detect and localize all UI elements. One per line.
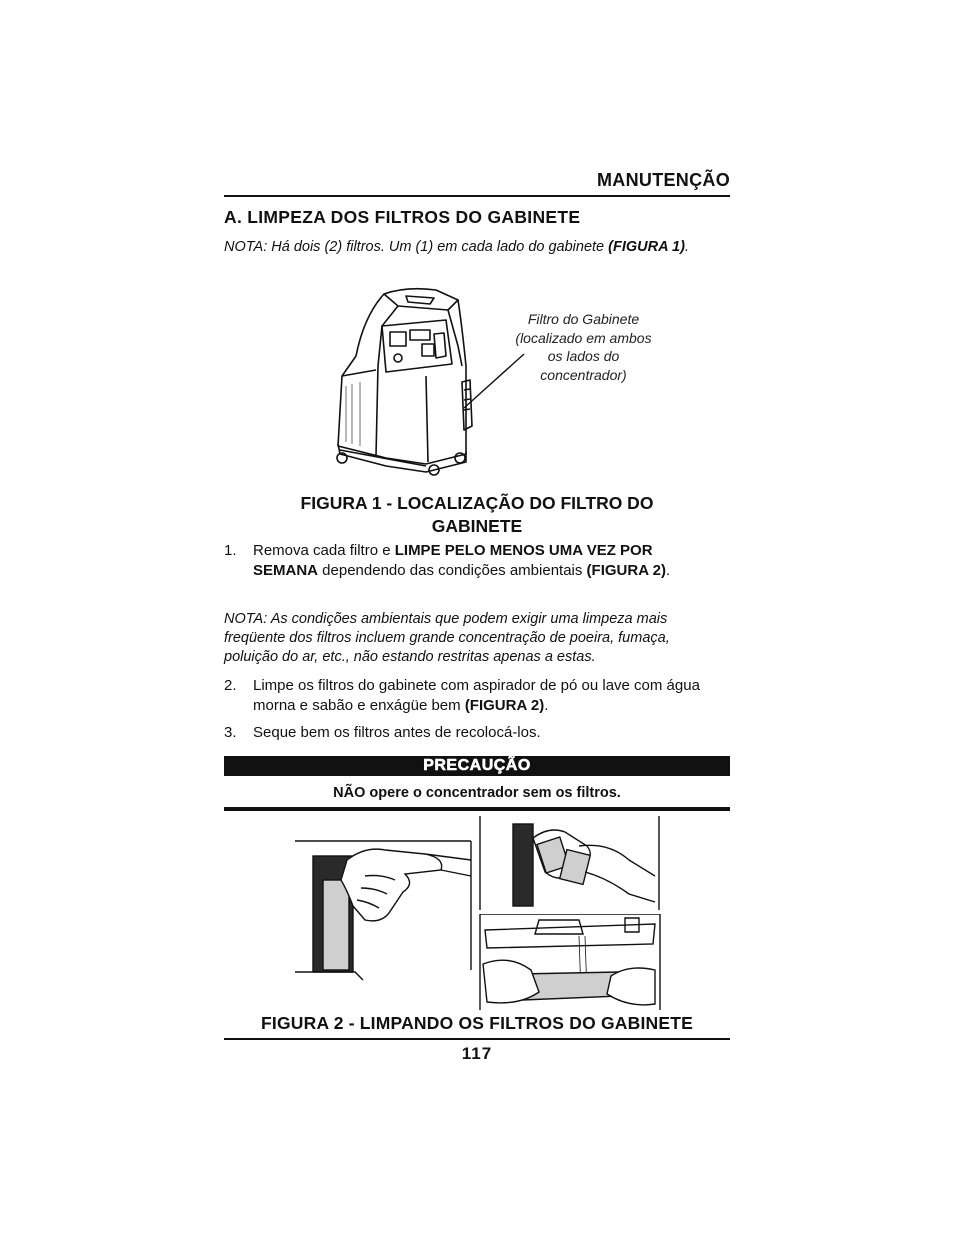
header-rule — [224, 195, 730, 197]
remove-filter-illustration — [479, 816, 661, 910]
figure1-title-line2: GABINETE — [431, 516, 523, 536]
step-number: 2. — [224, 677, 237, 694]
step-text-part: . — [544, 697, 549, 714]
page-number: 117 — [461, 1044, 493, 1063]
step-text-part: dependendo das condições ambientais — [318, 562, 587, 579]
step-text — [253, 676, 704, 716]
step-3 — [224, 723, 730, 743]
caution-message — [224, 785, 730, 801]
figure1-title-line1: FIGURA 1 - LOCALIZAÇÃO DO FILTRO DO — [300, 493, 654, 513]
step-emphasis: LIMPE PELO MENOS UMA VEZ POR SEMANA — [253, 542, 653, 579]
caution-label: PRECAUÇÃO — [423, 757, 531, 774]
step-2 — [224, 676, 704, 716]
nota-line: poluição do ar, etc., não estando restritas apenas a estas. — [224, 649, 596, 665]
caution-text: opere o concentrador sem os filtros. — [365, 785, 621, 801]
nota-filters-text: NOTA: Há dois (2) filtros. Um (1) em cada lado do gabinete — [224, 239, 609, 255]
caution-banner — [224, 756, 730, 776]
filter-callout-label — [506, 310, 661, 384]
callout-line: (localizado em ambos — [515, 329, 652, 346]
figure2-title: FIGURA 2 - LIMPANDO OS FILTROS DO GABINETE — [261, 1013, 693, 1033]
step-text-part: . — [666, 562, 671, 579]
nota-conditions — [224, 610, 692, 667]
callout-line: Filtro do Gabinete — [527, 311, 640, 327]
step-number: 1. — [224, 542, 237, 559]
figure1-title — [262, 492, 692, 538]
footer-rule — [224, 1038, 730, 1040]
wash-filter-illustration — [479, 914, 661, 1010]
step-text-part: Remova cada filtro e — [253, 542, 395, 559]
nota-filters-ref: (FIGURA 1) — [608, 239, 685, 255]
section-title: A. LIMPEZA DOS FILTROS DO GABINETE — [224, 207, 581, 227]
figure-ref: (FIGURA 2) — [586, 562, 666, 579]
step-text-part: Limpe os filtros do gabinete com aspirador de pó ou lave com água morna e sabão e enxágüe bem — [253, 677, 700, 714]
nota-line: NOTA: As condições ambientais que podem exigir uma limpeza mais — [224, 611, 668, 627]
callout-line: concentrador) — [540, 366, 627, 383]
callout-line: os lados do — [547, 348, 620, 364]
step-text — [253, 541, 676, 581]
nota-filters — [224, 239, 730, 255]
header-title: MANUTENÇÃO — [597, 170, 730, 190]
figure-ref: (FIGURA 2) — [464, 697, 545, 714]
caution-emphasis: NÃO — [333, 785, 366, 801]
step-text: Seque bem os filtros antes de recolocá-los. — [253, 724, 541, 741]
nota-filters-suffix: . — [684, 239, 689, 255]
step-1 — [224, 541, 676, 581]
nota-line: freqüente dos filtros incluem grande concentração de poeira, fumaça, — [224, 630, 670, 646]
vacuum-filter-illustration — [295, 840, 473, 982]
step-number: 3. — [224, 724, 237, 741]
caution-rule — [224, 807, 730, 811]
